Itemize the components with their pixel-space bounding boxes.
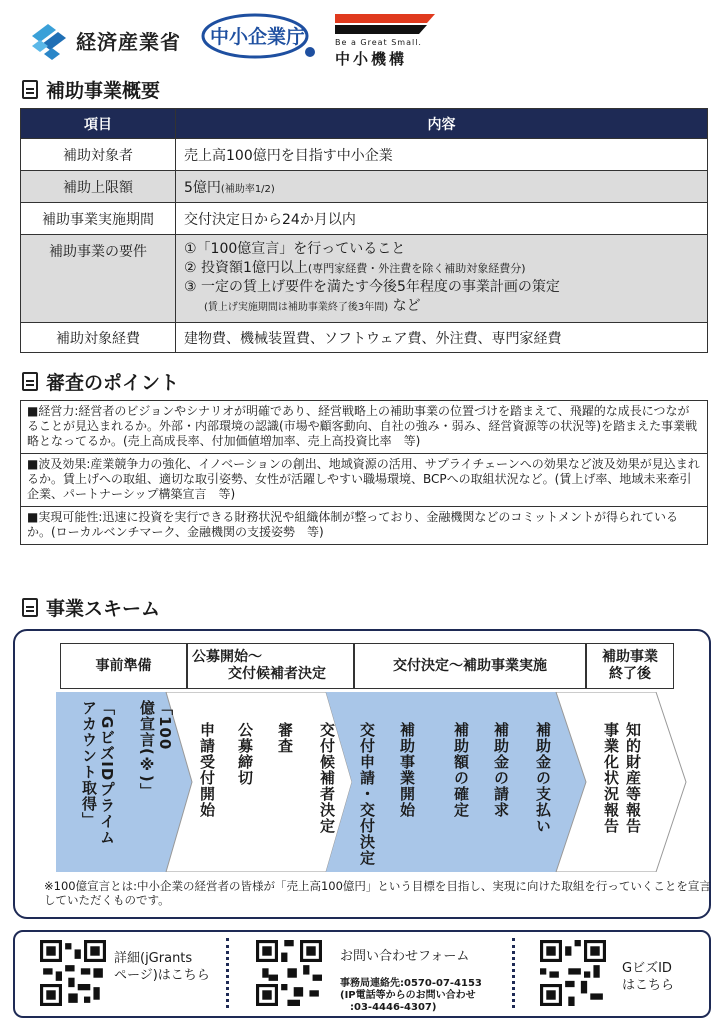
smrj-black-bar xyxy=(335,25,435,34)
phase-preparation: 事前準備 xyxy=(60,643,187,689)
phase-call: 公募開始〜 交付候補者決定 xyxy=(187,643,354,689)
divider xyxy=(226,938,229,1008)
summary-title: 補助事業概要 xyxy=(46,80,161,102)
smrj-logo xyxy=(335,10,445,66)
document-icon xyxy=(22,372,38,391)
office-contact: 事務局連絡先:0570-07-4153 (IP電話等からのお問い合わせ :03-4446-4307) xyxy=(340,978,482,1013)
col-item-header: 項目 xyxy=(21,109,176,139)
gbiz-qr-icon[interactable] xyxy=(540,940,606,1006)
divider xyxy=(512,938,515,1008)
smrj-name: 中小機構 xyxy=(335,50,408,68)
scheme-footnote: ※100億宣言とは:中小企業の経営者の皆様が「売上高100億円」という目標を目指し、実現に向けた取組を行っていくことを宣言していただくものです。 xyxy=(44,879,711,907)
table-row xyxy=(21,235,708,323)
step-claim: 補助金の請求 xyxy=(492,722,510,818)
meti-name: 経済産業省 xyxy=(76,29,181,54)
scheme-heading xyxy=(22,594,160,621)
row-value xyxy=(176,171,708,203)
row-key: 補助対象経費 xyxy=(21,323,176,353)
step-grant-decision: 交付申請・交付決定 xyxy=(358,722,376,866)
step-deadline: 公募締切 xyxy=(236,722,254,786)
inquiry-form-qr-icon[interactable] xyxy=(256,940,322,1006)
row-value: 売上高100億円を目指す中小企業 xyxy=(176,139,708,171)
inquiry-form-link[interactable]: お問い合わせフォーム xyxy=(340,949,470,964)
step-commercialization-report: 事業化状況報告 xyxy=(602,722,620,834)
review-title: 審査のポイント xyxy=(46,372,180,394)
jgrants-link[interactable]: 詳細(jGrants ページ)はこちら xyxy=(114,951,210,983)
row-key: 補助上限額 xyxy=(21,171,176,203)
requirement-2: ② 投資額1億円以上(専門家経費・外注費を除く補助対象経費分) xyxy=(184,260,526,276)
requirement-3: ③ 一定の賃上げ要件を満たす今後5年程度の事業計画の策定 xyxy=(184,279,560,295)
document-icon xyxy=(22,598,38,617)
step-application-start: 申請受付開始 xyxy=(198,722,216,818)
col-content-header: 内容 xyxy=(176,109,708,139)
step-100oku-declaration: 「100 億宣言(※)」 xyxy=(138,700,174,799)
point-feasibility: ■実現可能性:迅速に投資を実行できる財務状況や組織体制が整っており、金融機関などのコミットメントが得られているか。(ローカルベンチマーク、金融機関の支援姿勢 等) xyxy=(27,510,679,539)
step-candidate-decision: 交付候補者決定 xyxy=(318,722,336,834)
summary-heading xyxy=(22,76,160,103)
scheme-title: 事業スキーム xyxy=(46,598,161,620)
table-row xyxy=(21,139,708,171)
jgrants-qr-icon[interactable] xyxy=(40,940,106,1006)
requirement-1: ①「100億宣言」を行っていること xyxy=(184,241,406,257)
table-row xyxy=(21,203,708,235)
row-value: 交付決定日から24か月以内 xyxy=(176,203,708,235)
step-gbiz: 「GビズIDプライム アカウント取得」 xyxy=(80,700,116,846)
smrj-red-bar xyxy=(335,14,435,23)
table-row xyxy=(21,323,708,353)
table-row xyxy=(21,171,708,203)
step-project-start: 補助事業開始 xyxy=(398,722,416,818)
review-points xyxy=(20,400,708,545)
row-key: 補助事業実施期間 xyxy=(21,203,176,235)
row-key: 補助事業の要件 xyxy=(21,235,176,323)
gbiz-link[interactable]: GビズID はこちら xyxy=(622,961,675,993)
requirement-3-note: (賃上げ実施期間は補助事業終了後3年間) など xyxy=(204,298,421,314)
chusho-logo xyxy=(200,12,318,62)
summary-table xyxy=(20,108,708,353)
point-ripple-effect: ■波及効果:産業競争力の強化、イノベーションの創出、地域資源の活用、サプライチェーンへの効果など波及効果が見込まれるか。賃上げへの取組、適切な取引姿勢、女性が活躍しやすい職場環境、BCPへの取組状況など。(賃上げ率、地域未来牽引企業、パートナーシップ構築宣言 等) xyxy=(21,454,707,507)
requirements-cell xyxy=(176,235,708,323)
limit-amount: 5億円 xyxy=(184,179,221,196)
step-payment: 補助金の支払い xyxy=(534,722,552,834)
step-amount-confirm: 補助額の確定 xyxy=(452,722,470,818)
review-heading xyxy=(22,368,179,395)
chusho-name: 中小企業庁 xyxy=(210,26,306,48)
row-key: 補助対象者 xyxy=(21,139,176,171)
step-ip-report: 知的財産等報告 xyxy=(624,722,642,834)
document-icon xyxy=(22,80,38,99)
smrj-tagline: Be a Great Small. xyxy=(335,38,422,47)
meti-mark-icon xyxy=(28,20,70,60)
step-review: 審査 xyxy=(276,722,294,754)
meti-logo xyxy=(28,18,198,62)
subsidy-rate-note: (補助率1/2) xyxy=(220,183,275,195)
row-value: 建物費、機械装置費、ソフトウェア費、外注費、専門家経費 xyxy=(176,323,708,353)
phase-implementation: 交付決定〜補助事業実施 xyxy=(354,643,586,689)
point-management: ■経営力:経営者のビジョンやシナリオが明確であり、経営戦略上の補助事業の位置づけを踏まえて、飛躍的な成長につながることが見込まれるか。外部・内部環境の認識(市場や顧客動向、自社の強み・弱み、経営資源等の状況等)を踏まえた事業戦略となってるか。(売上高成長率、付加価値増加率、売上高投資比率 等) xyxy=(21,401,707,454)
phase-after: 補助事業 終了後 xyxy=(586,643,674,689)
